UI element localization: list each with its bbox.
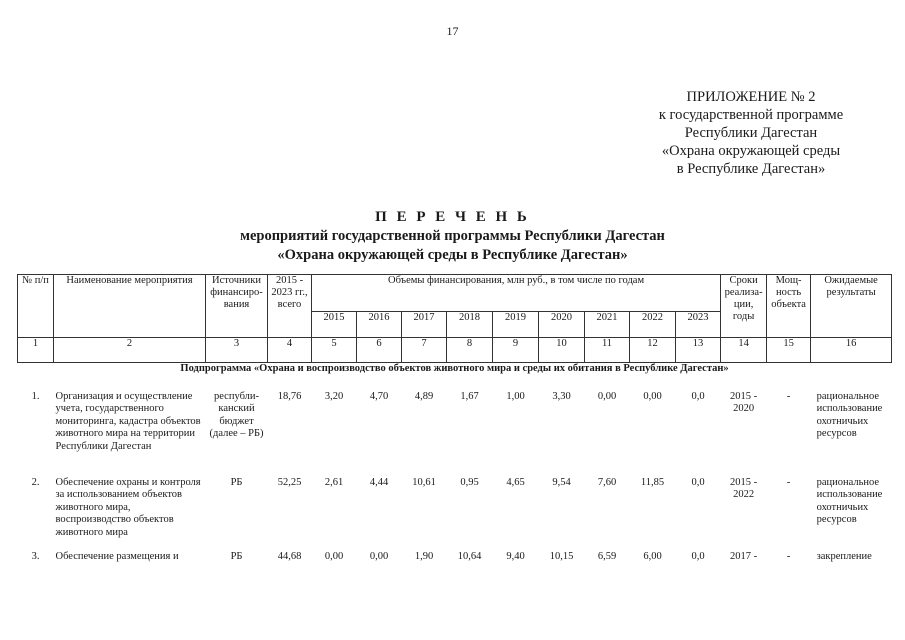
column-number: 11 (585, 338, 630, 363)
implementation-terms: 2017 - (730, 551, 758, 562)
row-number: 3. (31, 551, 40, 562)
year-amount: 4,70 (369, 391, 389, 402)
column-number: 15 (767, 338, 811, 363)
implementation-terms: 2015 - 2022 (730, 477, 758, 501)
appendix-line: к государственной программе (658, 107, 844, 123)
year-amount: 9,54 (552, 477, 571, 488)
header-cell-year: 2015 (312, 312, 357, 338)
total-amount: 44,68 (277, 551, 302, 562)
header-cell-year: 2017 (402, 312, 447, 338)
column-number: 4 (268, 338, 312, 363)
total-amount: 52,25 (277, 477, 302, 488)
row-number: 1. (31, 391, 40, 402)
year-amount: 1,00 (506, 391, 525, 402)
year-amount: 0,00 (369, 551, 389, 562)
title-heading: П Е Р Е Ч Е Н Ь (375, 209, 530, 225)
table-row (18, 477, 892, 551)
year-amount: 6,00 (643, 551, 662, 562)
column-numbers-row (18, 338, 892, 363)
row-number: 2. (31, 477, 40, 488)
appendix-block (631, 88, 871, 178)
table-row (18, 551, 892, 581)
year-amount: 7,60 (597, 477, 617, 488)
year-amount: 6,59 (597, 551, 617, 562)
funding-source: республи-канский бюджет (далее – РБ) (209, 391, 264, 440)
column-number: 6 (357, 338, 402, 363)
year-amount: 3,30 (552, 391, 571, 402)
appendix-line: в Республике Дагестан» (676, 161, 826, 177)
year-amount: 0,00 (643, 391, 662, 402)
year-amount: 0,95 (460, 477, 479, 488)
header-cell-terms: Сроки реализа-ции, годы (721, 275, 767, 338)
year-amount: 0,0 (691, 391, 705, 402)
year-amount: 3,20 (324, 391, 344, 402)
expected-result: рациональное использование охотничьих ресурсов (816, 391, 883, 440)
header-cell-results: Ожидаемые результаты (811, 275, 892, 338)
column-number: 16 (811, 338, 892, 363)
expected-result: закрепление (816, 551, 872, 562)
header-cell-year: 2022 (630, 312, 676, 338)
subprogram-row (18, 363, 892, 388)
column-number: 14 (721, 338, 767, 363)
column-number: 1 (18, 338, 54, 363)
total-amount: 18,76 (277, 391, 302, 402)
header-cell-year: 2016 (357, 312, 402, 338)
column-number: 12 (630, 338, 676, 363)
year-amount: 0,00 (324, 551, 344, 562)
column-number: 2 (54, 338, 206, 363)
header-cell-no: № п/п (18, 275, 54, 338)
header-cell-total: 2015 - 2023 гг., всего (268, 275, 312, 338)
title-line: мероприятий государственной программы Республики Дагестан (240, 228, 665, 244)
table-header-row (18, 275, 892, 312)
appendix-line: Республики Дагестан (684, 125, 818, 141)
measures-table (17, 274, 892, 581)
measure-name: Обеспечение размещения и (55, 551, 179, 562)
subprogram-title: Подпрограмма «Охрана и воспроизводство объектов животного мира и среды их обитания в Республике Дагестан» (180, 363, 729, 374)
funding-source: РБ (230, 477, 243, 488)
object-capacity: - (786, 391, 791, 402)
measure-name: Организация и осуществление учета, государственного мониторинга, кадастра объектов животного мира на территории Республики Дагестан (55, 391, 201, 452)
header-cell-capacity: Мощ-ность объекта (767, 275, 811, 338)
table-row (18, 391, 892, 477)
year-amount: 2,61 (324, 477, 344, 488)
header-cell-year: 2023 (676, 312, 721, 338)
year-amount: 4,44 (369, 477, 389, 488)
object-capacity: - (786, 477, 791, 488)
year-amount: 4,89 (414, 391, 434, 402)
expected-result: рациональное использование охотничьих ресурсов (816, 477, 883, 526)
column-number: 7 (402, 338, 447, 363)
header-cell-funding: Объемы финансирования, млн руб., в том числе по годам (312, 275, 721, 312)
year-amount: 0,0 (691, 551, 705, 562)
year-amount: 4,65 (506, 477, 525, 488)
header-cell-year: 2018 (447, 312, 493, 338)
column-number: 13 (676, 338, 721, 363)
year-amount: 10,64 (457, 551, 482, 562)
page-number: 17 (446, 24, 459, 38)
column-number: 9 (493, 338, 539, 363)
funding-source: РБ (230, 551, 243, 562)
column-number: 10 (539, 338, 585, 363)
header-cell-year: 2021 (585, 312, 630, 338)
year-amount: 1,67 (460, 391, 479, 402)
appendix-line: ПРИЛОЖЕНИЕ № 2 (686, 89, 816, 105)
year-amount: 10,61 (412, 477, 436, 488)
measure-name: Обеспечение охраны и контроля за использованием объектов животного мира, воспроизводство объектов животного мира (55, 477, 201, 538)
header-cell-source: Источники финансиро-вания (206, 275, 268, 338)
year-amount: 10,15 (549, 551, 574, 562)
implementation-terms: 2015 - 2020 (730, 391, 758, 415)
column-number: 8 (447, 338, 493, 363)
year-amount: 9,40 (506, 551, 525, 562)
year-amount: 11,85 (640, 477, 665, 488)
header-cell-year: 2019 (493, 312, 539, 338)
document-title (0, 208, 905, 265)
title-line: «Охрана окружающей среды в Республике Дагестан» (277, 247, 628, 263)
header-cell-year: 2020 (539, 312, 585, 338)
column-number: 5 (312, 338, 357, 363)
header-cell-name: Наименование мероприятия (54, 275, 206, 338)
column-number: 3 (206, 338, 268, 363)
year-amount: 0,00 (597, 391, 617, 402)
year-amount: 0,0 (691, 477, 705, 488)
year-amount: 1,90 (414, 551, 434, 562)
appendix-line: «Охрана окружающей среды (661, 143, 841, 159)
object-capacity: - (786, 551, 791, 562)
